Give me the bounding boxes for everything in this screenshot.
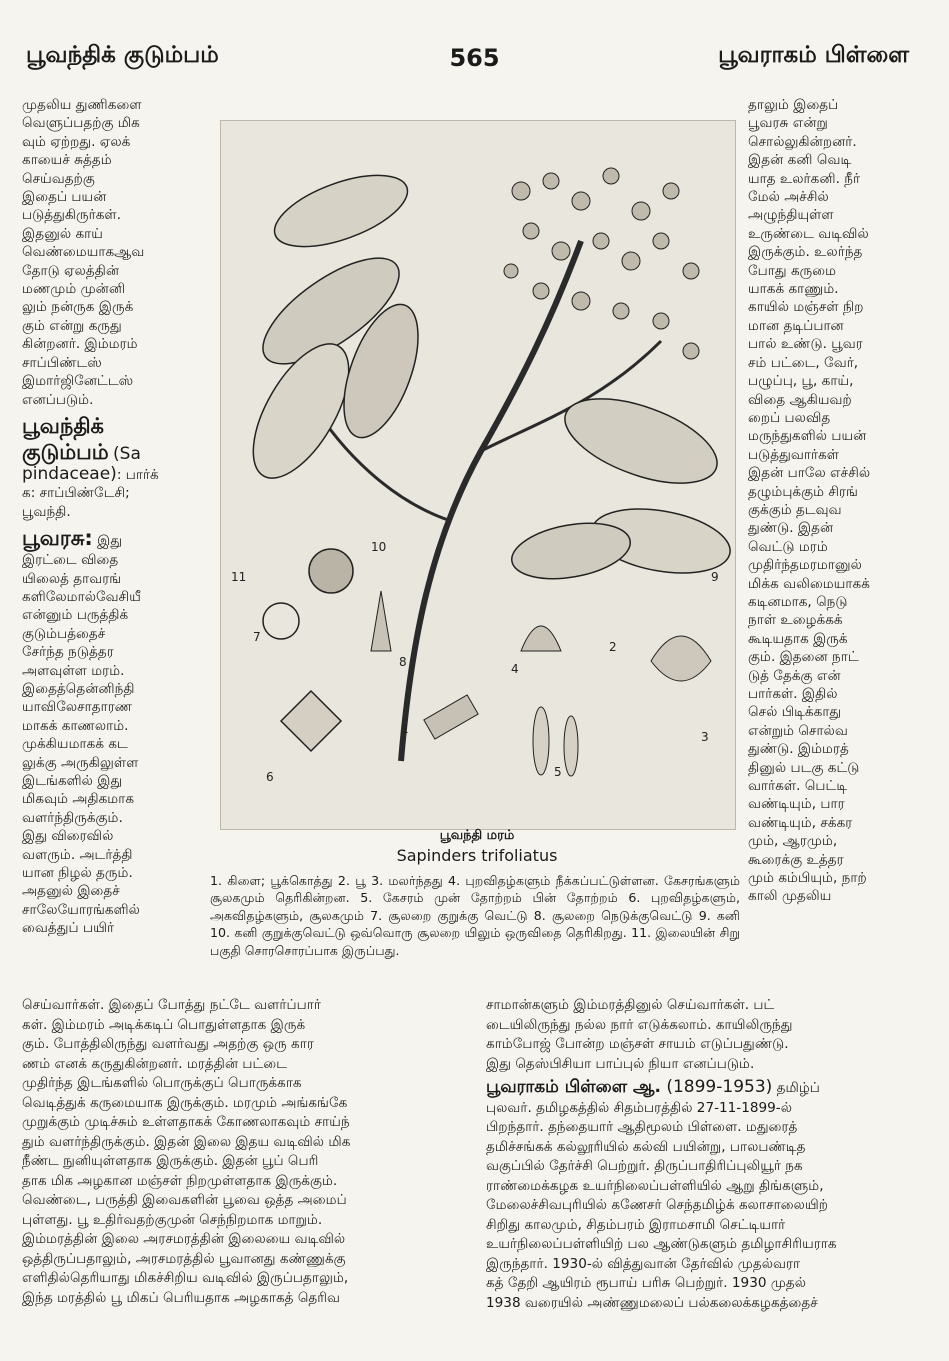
figure-number: 9 (711, 570, 719, 584)
caption-latin: Sapinders trifoliatus (396, 846, 558, 865)
caption-tamil: பூவந்தி மரம் (439, 828, 515, 843)
figure-number: 5 (554, 765, 562, 779)
figure-number: 2 (609, 640, 617, 654)
running-head-right: பூவராகம் பிள்ளை (718, 42, 909, 68)
right-column-text: தாலும் இதைப் பூவரசு என்று சொல்லுகின்றனர். இதன் கனி வெடி யாத உலர்கனி. நீர் மேல் அச்சில் அழுந்தியுள்ள உருண்டை வடிவில் இருக்கும். உலர்ந்த போது கருமை யாகக் காணும். காயில் மஞ்சள் நிற மான தடிப்பான பால் உண்டு. பூவர சம் பட்டை, வேர், பழுப்பு, பூ, காய், விதை ஆகியவற் றைப் பலவித மருந்துகளில் பயன் படுத்துவார்கள் இதன் பாலே எச்சில் தழும்புக்கும் சிரங் குக்கும் தடவுவ துண்டு. இதன் வெட்டு மரம் முதிர்ந்தமரமானுல் மிக்க வலிமையாகக் கடினமாக, நெடு நாள் உழைக்கக் கூடியதாக இருக் கும். இதனை நாட் டுத் தேக்கு என் பார்கள். இதில் செல் பிடிக்காது என்றும் சொல்வ துண்டு. இம்மரத் தினுல் படகு கட்டு வார்கள். பெட்டி வண்டியும், பார வண்டியும், சக்கர மும், ஆரமும், கூரைக்கு உத்தர மும் கம்பியும், நாற் காலி முதலிய (748, 97, 871, 905)
left-column (22, 96, 207, 938)
figure-number: 4 (511, 662, 519, 676)
entry-body: : பார்க் க: சாப்பிண்டேசி; பூவந்தி. (22, 466, 159, 520)
entry-body: இது இரட்டை விதை யிலைத் தாவரங் களிலேமால்வேசியீ என்னும் பருத்திக் குடும்பத்தைச் சேர்ந்த நடுத்தர அளவுள்ள மரம். இதைத்தென்னிந்தி யாவிலேசாதாரண மாகக் காணலாம். முக்கியமாகக் கட லுக்கு அருகிலுள்ள இடங்களில் இது மிகவும் அதிகமாக வளர்ந்திருக்கும். இது விரைவில் வளரும். அடர்த்தி யான நிழல் தரும். அதனுல் இதைச் சாலேயோரங்களில் வைத்துப் பயிர் (22, 533, 141, 937)
entry-poovaragam-pillai (486, 1078, 926, 1099)
entry-heading: பூவரசு: (22, 526, 93, 551)
entry-latin-name: (Sa pindaceae) (22, 443, 141, 484)
figure-number: 8 (399, 655, 407, 669)
plant-drawing (221, 121, 735, 829)
figure-legend: 1. கிளை; பூக்கொத்து 2. பூ 3. மலர்ந்தது 4. புறவிதழ்களும் நீக்கப்பட்டுள்ளன. கேசரங்களும் சூலகமும் தெரிகின்றன. 5. கேசரம் முன் தோற்றம் பின் தோற்றம் 6. புறவிதழ்களும், அகவிதழ்களும், சூலகமும் 7. சூலறை குறுக்கு வெட்டு 8. சூலறை நெடுக்குவெட்டு 9. கனி 10. கனி குறுக்குவெட்டு ஒவ்வொரு சூலறை யிலும் ஒருவிதை தெரிகிறது. 11. இலையின் சிறு பகுதி சொரசொரப்பாக இருப்பது. (210, 873, 740, 958)
page-number: 565 (449, 44, 500, 72)
entry-poovarasu (22, 525, 207, 938)
figure-number: 1 (401, 722, 409, 736)
bottom-right-text (486, 996, 926, 1313)
bottom-left-text: செய்வார்கள். இதைப் போத்து நட்டே வளர்ப்பார் கள். இம்மரம் அடிக்கடிப் பொதுள்ளதாக இருக் கும். போத்திலிருந்து வளர்வது அதற்கு ஒரு கார ணம் எனக் கருதுகின்றனர். மரத்தின் பட்டை முதிர்ந்த இடங்களில் பொருக்குப் பொருக்காக வெடித்துக் கருமையாக இருக்கும். மரமும் அங்கங்கே முறுக்கும் முடிச்சும் உள்ளதாகக் கோணலாகவும் சாய்ந் தும் வளர்ந்திருக்கும். இதன் இலை இதய வடிவில் மிக நீண்ட நுனியுள்ளதாக இருக்கும். இதன் பூப் பெரி தாக மிக அழகான மஞ்சள் நிறமுள்ளதாக இருக்கும். வெண்டை, பருத்தி இவைகளின் பூவை ஒத்த அமைப் புள்ளது. பூ உதிர்வதற்குமுன் செந்நிறமாக மாறும். இம்மரத்தின் இலை அரசமரத்தின் இலையை வடிவில் ஒத்திருப்பதாலும், அரசமரத்தில் பூவானது கண்ணுக்கு எளிதில்தெரியாது மிகச்சிறிய வடிவில் இருப்பதாலும், இந்த மரத்தில் பூ மிகப் பெரியதாக அழகாகத் தெரிவ (22, 997, 351, 1306)
figure-number: 3 (701, 730, 709, 744)
figure-number: 11 (231, 570, 247, 584)
left-column-paragraph: முதலிய துணிகளை வெளுப்பதற்கு மிக வும் ஏற்றது. ஏலக் காயைச் சுத்தம் செய்வதற்கு இதைப் பயன் படுத்துகிருர்கள். இதனுல் காய் வெண்மையாகஆவ தோடு ஏலத்தின் மணமும் முன்னி லும் நன்ருக இருக் கும் என்று கருது கின்றனர். இம்மரம் சாப்பிண்டஸ் இமார்ஜினேட்டஸ் எனப்படும். (22, 97, 145, 408)
entry-body: புலவர். தமிழகத்தில் சிதம்பரத்தில் 27-11-1899-ல் பிறந்தார். தந்தையார் ஆதிமூலம் பிள்ளை. மதுரைத் தமிச்சங்கக் கல்லூரியில் கல்வி பயின்று, பாலபண்டித வகுப்பில் தேர்ச்சி பெற்றுர். திருப்பாதிரிப்புலியூர் நக ராண்மைக்கழக உயர்நிலைப்பள்ளியில் ஆறு திங்களும், மேலைச்சிவபுரியில் கணேசர் செந்தமிழ்க் கலாசாலையிற் சிறிது காலமும், சிதம்பரம் இராமசாமி செட்டியார் உயர்நிலைப்பள்ளியிற் பல ஆண்டுகளும் தமிழாசிரியராக இருந்தார். 1930-ல் வித்துவான் தேர்வில் முதல்வரா கத் தேறி ஆயிரம் ரூபாய் பரிசு பெற்றுர். 1930 முதல் 1938 வரையில் அண்ணுமலைப் பல்கலைக்கழகத்தைச் (486, 1099, 837, 1311)
figure-caption (218, 828, 736, 865)
botanical-illustration (220, 120, 736, 830)
entry-poovanthi-family (22, 413, 207, 521)
running-head-left: பூவந்திக் குடும்பம் (26, 42, 219, 68)
entry-years: (1899-1953) (660, 1077, 773, 1097)
figure-number: 10 (371, 540, 387, 554)
figure-number: 6 (266, 770, 274, 784)
entry-intro: தமிழ்ப் (772, 1080, 820, 1096)
bottom-right-paragraph: சாமான்களும் இம்மரத்தினுல் செய்வார்கள். பட் டையிலிருந்து நல்ல நார் எடுக்கலாம். காயிலிருந்து காம்போஜ் போன்ற மஞ்சள் சாயம் எடுப்பதுண்டு. இது தெஸ்பிசியா பாப்புல் நியா எனப்படும். (486, 997, 793, 1072)
figure-number: 7 (253, 630, 261, 644)
entry-heading: பூவராகம் பிள்ளை ஆ. (486, 1077, 661, 1097)
right-column (748, 96, 926, 906)
entry-heading: பூவந்திக் குடும்பம் (22, 413, 109, 464)
